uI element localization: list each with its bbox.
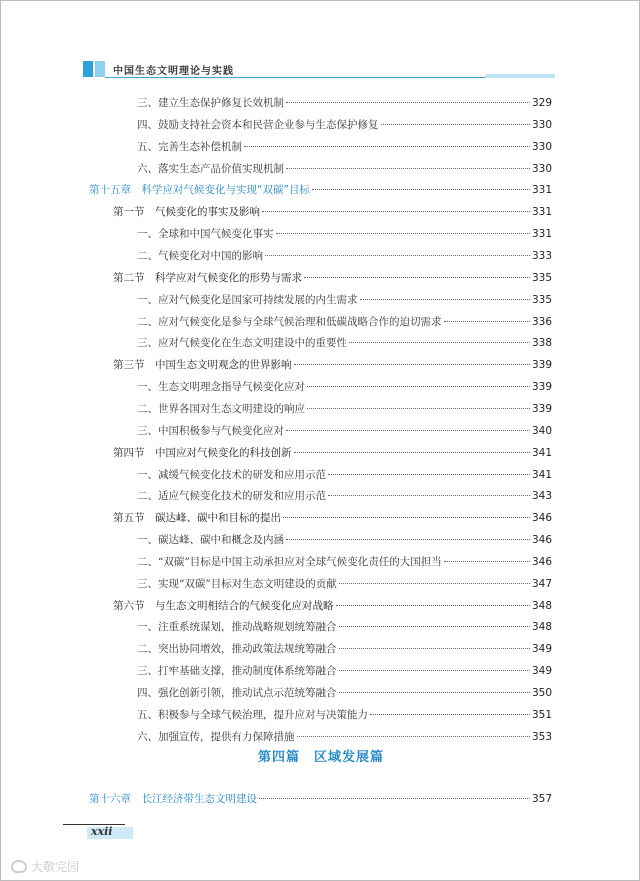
toc-leader-dots [328, 474, 530, 475]
toc-leader-dots [339, 670, 530, 671]
toc-entry-page: 346 [531, 555, 552, 568]
toc-leader-dots [349, 342, 530, 343]
toc-entry-page: 335 [531, 271, 552, 284]
toc-leader-dots [259, 798, 530, 799]
toc-entry-page: 340 [531, 424, 552, 437]
toc-entry-label: 五、积极参与全球气候治理，提升应对与决策能力 [137, 708, 368, 721]
toc-entry-item[interactable] [137, 576, 552, 592]
header-accent-block [83, 61, 93, 77]
toc-entry-label: 四、强化创新引领，推动试点示范统筹融合 [137, 687, 337, 699]
watermark-text: 大敬完园 [31, 860, 80, 874]
toc-leader-dots [304, 277, 530, 278]
toc-entry-item[interactable] [137, 532, 552, 548]
toc-entry-item[interactable] [137, 707, 552, 723]
toc-entry-label: 三、打牢基础支撑，推动制度体系统筹融合 [137, 665, 337, 678]
toc-entry-label: 第二节 科学应对气候变化的形势与需求 [113, 271, 302, 284]
toc-entry-item[interactable] [137, 401, 552, 417]
toc-entry-label: 第六节 与生态文明相结合的气候变化应对战略 [113, 599, 334, 612]
toc-entry-section[interactable] [113, 204, 552, 220]
running-title: 中国生态文明理论与实践 [113, 66, 234, 77]
toc-entry-item[interactable] [137, 423, 552, 439]
header-bar [485, 74, 555, 78]
header-accent-block-light [95, 61, 105, 77]
toc-entry-section[interactable] [113, 510, 552, 526]
toc-entry-label: 四、鼓励支持社会资本和民营企业参与生态保护修复 [137, 118, 379, 131]
toc-entry-label: 一、生态文明理念指导气候变化应对 [137, 381, 305, 394]
toc-entry-label: 一、全球和中国气候变化事实 [137, 228, 274, 241]
toc-entry-page: 348 [531, 621, 552, 634]
toc-entry-label: 第十五章 科学应对气候变化与实现“双碳”目标 [89, 184, 310, 197]
toc-leader-dots [294, 364, 530, 365]
toc-entry-item[interactable] [137, 379, 552, 395]
toc-entry-item[interactable] [137, 248, 552, 264]
toc-entry-page: 330 [531, 118, 552, 131]
toc-entry-page: 331 [531, 206, 552, 219]
toc-entry-page: 329 [531, 97, 552, 109]
toc-entry-item[interactable] [137, 554, 552, 570]
running-header [83, 61, 555, 81]
toc-entry-label: 三、应对气候变化在生态文明建设中的重要性 [137, 337, 347, 350]
toc-entry-section[interactable] [113, 598, 552, 614]
toc-entry-label: 二、“双碳”目标是中国主动承担应对全球气候变化责任的大国担当 [137, 555, 442, 568]
toc-entry-item[interactable] [137, 729, 552, 745]
toc-entry-item[interactable] [137, 139, 552, 155]
toc-leader-dots [294, 452, 530, 453]
toc-leader-dots [339, 648, 530, 649]
toc-entry-label: 第五节 碳达峰、碳中和目标的提出 [113, 512, 281, 525]
toc-entry-item[interactable] [137, 619, 552, 635]
toc-leader-dots [297, 736, 530, 737]
toc-entry-page: 350 [531, 687, 552, 699]
watermark-logo-icon [11, 860, 27, 873]
toc-entry-page: 347 [531, 577, 552, 590]
toc-entry-label: 一、减缓气候变化技术的研发和应用示范 [137, 468, 326, 481]
toc-leader-dots [336, 605, 530, 606]
toc-entry-label: 二、突出协同增效，推动政策法规统筹融合 [137, 643, 337, 656]
toc-entry-label: 五、完善生态补偿机制 [137, 140, 242, 153]
toc-leader-dots [328, 495, 530, 496]
toc-entry-item[interactable] [137, 467, 552, 483]
toc-entry-page: 346 [531, 512, 552, 525]
toc-entry-page: 333 [531, 250, 552, 262]
toc-entry-page: 353 [531, 730, 552, 743]
toc-entry-page: 346 [531, 534, 552, 546]
toc-leader-dots [339, 626, 530, 627]
toc-leader-dots [444, 561, 530, 562]
toc-entry-page: 348 [531, 599, 552, 612]
toc-entry-page: 331 [531, 184, 552, 197]
toc-leader-dots [286, 539, 530, 540]
page-number: xxii [91, 825, 113, 838]
toc-entry-page: 349 [531, 665, 552, 678]
toc-leader-dots [307, 386, 530, 387]
toc-entry-label: 三、实现“双碳”目标对生态文明建设的贡献 [137, 577, 337, 590]
toc-entry-page: 339 [531, 359, 552, 372]
toc-entry-label: 二、适应气候变化技术的研发和应用示范 [137, 490, 326, 503]
toc-entry-page: 339 [531, 381, 552, 394]
toc-entry-item[interactable] [137, 685, 552, 701]
toc-entry-page: 357 [531, 793, 552, 805]
watermark [11, 858, 79, 875]
toc-entry-item[interactable] [137, 95, 552, 111]
toc-leader-dots [244, 146, 530, 147]
toc-entry-item[interactable] [137, 226, 552, 242]
toc-leader-dots [286, 168, 530, 169]
toc-entry-label: 二、世界各国对生态文明建设的响应 [137, 402, 305, 415]
toc-entry-page: 338 [531, 337, 552, 350]
toc-entry-page: 331 [531, 228, 552, 241]
toc-leader-dots [360, 299, 530, 300]
toc-leader-dots [262, 211, 530, 212]
toc-leader-dots [276, 233, 530, 234]
toc-entry-label: 一、应对气候变化是国家可持续发展的内生需求 [137, 293, 358, 306]
toc-entry-page: 341 [531, 468, 552, 481]
toc-entry-label: 六、加强宣传，提供有力保障措施 [137, 730, 295, 743]
toc-entry-item[interactable] [137, 117, 552, 133]
toc-leader-dots [265, 255, 530, 256]
toc-entry-page: 335 [531, 293, 552, 306]
toc-leader-dots [283, 517, 530, 518]
toc-entry-item[interactable] [137, 488, 552, 504]
toc-entry-page: 351 [531, 708, 552, 721]
toc-entry-item[interactable] [137, 335, 552, 351]
toc-entry-page: 341 [531, 446, 552, 459]
toc-entry-label: 一、碳达峰、碳中和概念及内涵 [137, 534, 284, 546]
toc-entry-label: 三、中国积极参与气候变化应对 [137, 424, 284, 437]
toc-entry-label: 第四节 中国应对气候变化的科技创新 [113, 446, 292, 459]
toc-entry-label: 第三节 中国生态文明观念的世界影响 [113, 359, 292, 372]
toc-entry-label: 二、气候变化对中国的影响 [137, 250, 263, 262]
toc-leader-dots [312, 189, 530, 190]
toc-entry-item[interactable] [137, 161, 552, 177]
toc-leader-dots [307, 408, 530, 409]
toc-leader-dots [339, 583, 530, 584]
toc-leader-dots [444, 321, 530, 322]
toc-entry-section[interactable] [113, 445, 552, 461]
toc-entry-page: 336 [531, 315, 552, 328]
toc-entry-item[interactable] [137, 314, 552, 330]
part-title: 第四篇 区域发展篇 [257, 750, 384, 765]
toc-leader-dots [286, 102, 530, 103]
toc-entry-page: 330 [531, 140, 552, 153]
toc-entry-item[interactable] [137, 641, 552, 657]
toc-leader-dots [381, 124, 530, 125]
toc-entry-label: 第十六章 长江经济带生态文明建设 [89, 793, 257, 805]
toc-entry-page: 330 [531, 162, 552, 175]
toc-entry-page: 349 [531, 643, 552, 656]
toc-entry-item[interactable] [137, 292, 552, 308]
toc-entry-label: 一、注重系统谋划，推动战略规划统筹融合 [137, 621, 337, 634]
toc-leader-dots [339, 692, 530, 693]
toc-entry-section[interactable] [113, 357, 552, 373]
toc-entry-label: 六、落实生态产品价值实现机制 [137, 162, 284, 175]
toc-entry-page: 343 [531, 490, 552, 503]
toc-entry-item[interactable] [137, 663, 552, 679]
toc-entry-section[interactable] [113, 270, 552, 286]
toc-leader-dots [286, 430, 530, 431]
toc-entry-label: 三、建立生态保护修复长效机制 [137, 97, 284, 109]
toc-entry-chapter[interactable] [89, 182, 552, 198]
toc-leader-dots [370, 714, 530, 715]
toc-entry-label: 第一节 气候变化的事实及影响 [113, 206, 260, 219]
toc-entry-page: 339 [531, 402, 552, 415]
toc-entry-chapter[interactable] [89, 791, 552, 807]
toc-entry-label: 二、应对气候变化是参与全球气候治理和低碳战略合作的迫切需求 [137, 315, 442, 328]
